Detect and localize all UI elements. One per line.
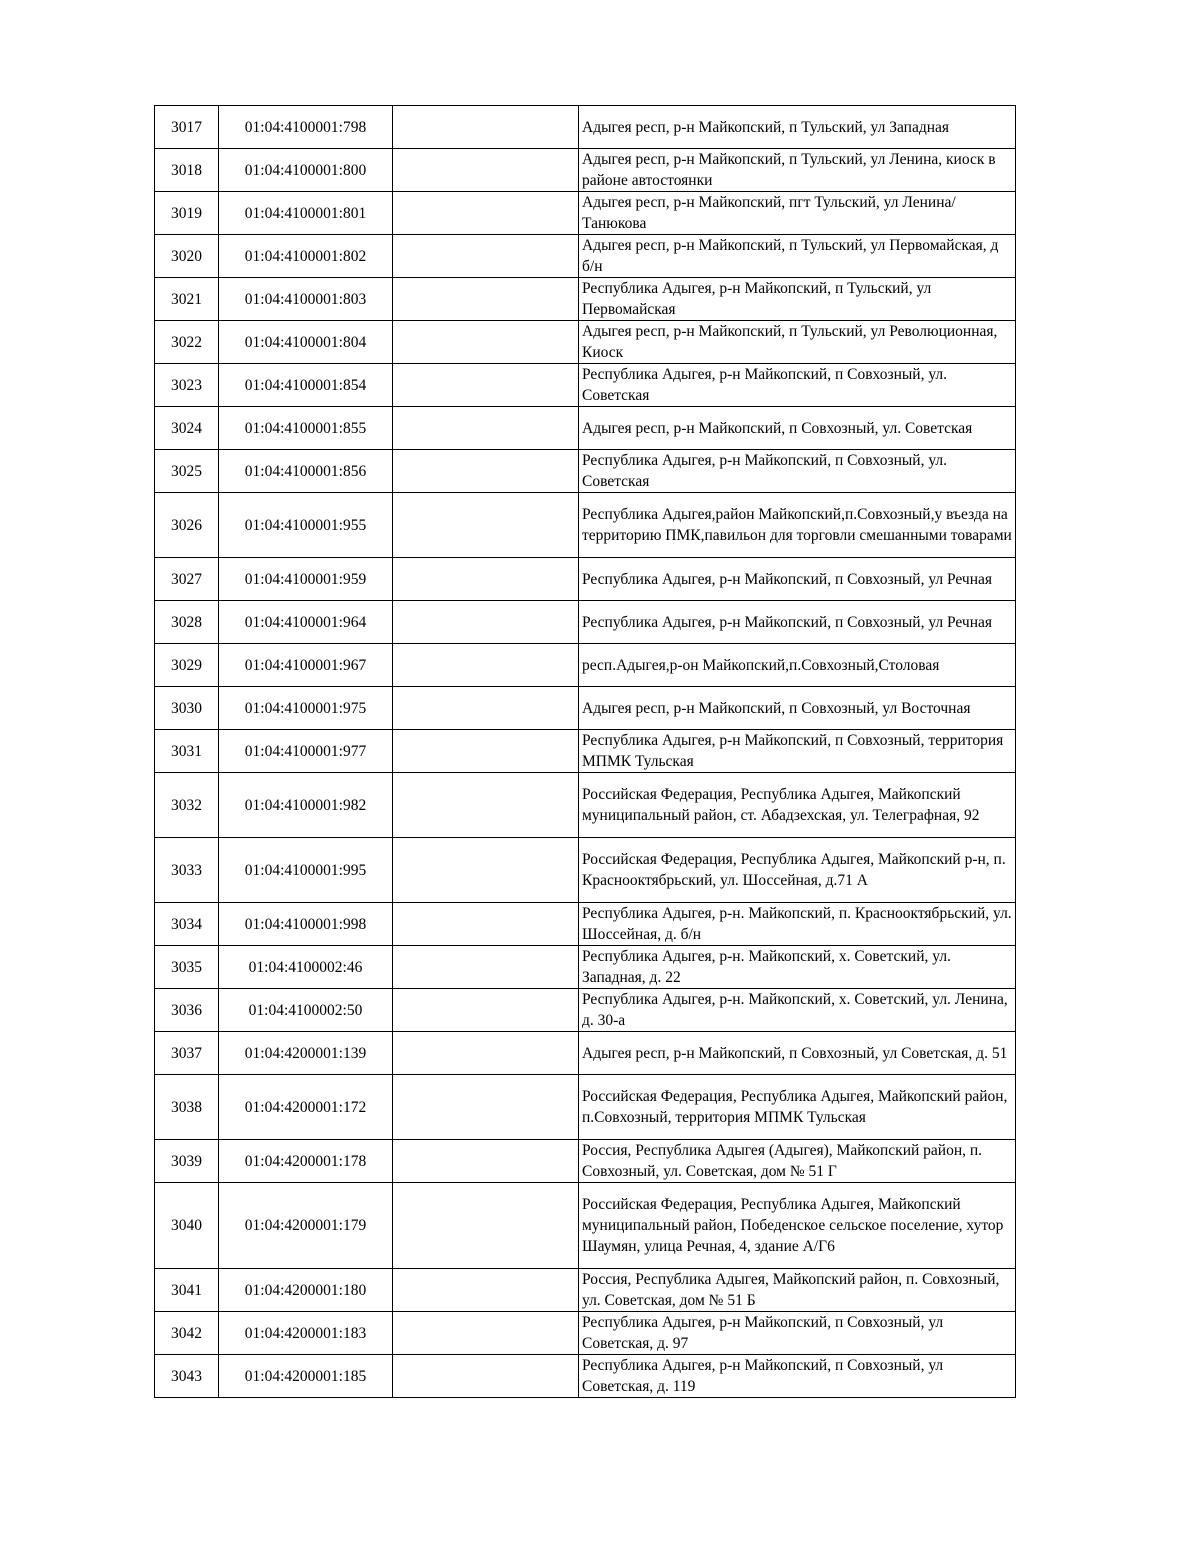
table-row bbox=[155, 1355, 1016, 1398]
table-row bbox=[155, 903, 1016, 946]
address-cell: Республика Адыгея, р-н. Майкопский, х. Советский, ул. Ленина, д. 30-а bbox=[579, 989, 1016, 1032]
table-row bbox=[155, 558, 1016, 601]
empty-cell bbox=[393, 407, 579, 450]
row-number-cell: 3027 bbox=[155, 558, 219, 601]
row-number-cell: 3029 bbox=[155, 644, 219, 687]
address-cell: Адыгея респ, р-н Майкопский, п Совхозный, ул. Советская bbox=[579, 407, 1016, 450]
cadastral-number-cell: 01:04:4200001:180 bbox=[219, 1269, 393, 1312]
cadastral-number-cell: 01:04:4100001:855 bbox=[219, 407, 393, 450]
table-row bbox=[155, 1140, 1016, 1183]
table-row bbox=[155, 773, 1016, 838]
empty-cell bbox=[393, 235, 579, 278]
cadastral-number-cell: 01:04:4100001:959 bbox=[219, 558, 393, 601]
empty-cell bbox=[393, 989, 579, 1032]
table-row bbox=[155, 687, 1016, 730]
row-number-cell: 3040 bbox=[155, 1183, 219, 1269]
empty-cell bbox=[393, 1355, 579, 1398]
cadastral-number-cell: 01:04:4100002:46 bbox=[219, 946, 393, 989]
empty-cell bbox=[393, 730, 579, 773]
cadastral-number-cell: 01:04:4100001:967 bbox=[219, 644, 393, 687]
row-number-cell: 3041 bbox=[155, 1269, 219, 1312]
address-cell: Российская Федерация, Республика Адыгея, Майкопский муниципальный район, ст. Абадзехская, ул. Телеграфная, 92 bbox=[579, 773, 1016, 838]
address-cell: Российская Федерация, Республика Адыгея, Майкопский район, п.Совхозный, территория МПМК Тульская bbox=[579, 1075, 1016, 1140]
address-cell: Республика Адыгея, р-н Майкопский, п Тульский, ул Первомайская bbox=[579, 278, 1016, 321]
empty-cell bbox=[393, 558, 579, 601]
row-number-cell: 3038 bbox=[155, 1075, 219, 1140]
cadastral-number-cell: 01:04:4100002:50 bbox=[219, 989, 393, 1032]
address-cell: Республика Адыгея, р-н Майкопский, п Совхозный, ул. Советская bbox=[579, 450, 1016, 493]
row-number-cell: 3033 bbox=[155, 838, 219, 903]
row-number-cell: 3037 bbox=[155, 1032, 219, 1075]
table-row bbox=[155, 278, 1016, 321]
row-number-cell: 3025 bbox=[155, 450, 219, 493]
registry-table bbox=[154, 105, 1016, 1398]
empty-cell bbox=[393, 321, 579, 364]
table-row bbox=[155, 838, 1016, 903]
row-number-cell: 3039 bbox=[155, 1140, 219, 1183]
table-row bbox=[155, 946, 1016, 989]
table-row bbox=[155, 493, 1016, 558]
address-cell: Республика Адыгея, р-н. Майкопский, п. Краснооктябрьский, ул. Шоссейная, д. б/н bbox=[579, 903, 1016, 946]
cadastral-number-cell: 01:04:4200001:185 bbox=[219, 1355, 393, 1398]
table-row bbox=[155, 1269, 1016, 1312]
row-number-cell: 3043 bbox=[155, 1355, 219, 1398]
address-cell: Российская Федерация, Республика Адыгея, Майкопский р-н, п. Краснооктябрьский, ул. Шоссейная, д.71 А bbox=[579, 838, 1016, 903]
row-number-cell: 3022 bbox=[155, 321, 219, 364]
row-number-cell: 3023 bbox=[155, 364, 219, 407]
empty-cell bbox=[393, 1140, 579, 1183]
cadastral-number-cell: 01:04:4100001:803 bbox=[219, 278, 393, 321]
cadastral-number-cell: 01:04:4100001:802 bbox=[219, 235, 393, 278]
address-cell: Адыгея респ, р-н Майкопский, п Тульский, ул Западная bbox=[579, 106, 1016, 149]
address-cell: Адыгея респ, р-н Майкопский, п Совхозный, ул Советская, д. 51 bbox=[579, 1032, 1016, 1075]
empty-cell bbox=[393, 1183, 579, 1269]
address-cell: Россия, Республика Адыгея (Адыгея), Майкопский район, п. Совхозный, ул. Советская, дом № 51 Г bbox=[579, 1140, 1016, 1183]
row-number-cell: 3017 bbox=[155, 106, 219, 149]
cadastral-number-cell: 01:04:4200001:172 bbox=[219, 1075, 393, 1140]
table-row bbox=[155, 601, 1016, 644]
cadastral-number-cell: 01:04:4100001:998 bbox=[219, 903, 393, 946]
row-number-cell: 3032 bbox=[155, 773, 219, 838]
table-row bbox=[155, 149, 1016, 192]
empty-cell bbox=[393, 773, 579, 838]
row-number-cell: 3028 bbox=[155, 601, 219, 644]
cadastral-number-cell: 01:04:4100001:800 bbox=[219, 149, 393, 192]
table-row bbox=[155, 321, 1016, 364]
row-number-cell: 3042 bbox=[155, 1312, 219, 1355]
address-cell: Республика Адыгея, р-н Майкопский, п Совхозный, территория МПМК Тульская bbox=[579, 730, 1016, 773]
empty-cell bbox=[393, 1032, 579, 1075]
empty-cell bbox=[393, 1269, 579, 1312]
row-number-cell: 3031 bbox=[155, 730, 219, 773]
cadastral-number-cell: 01:04:4100001:995 bbox=[219, 838, 393, 903]
cadastral-number-cell: 01:04:4100001:982 bbox=[219, 773, 393, 838]
table-row bbox=[155, 1075, 1016, 1140]
table-row bbox=[155, 1183, 1016, 1269]
row-number-cell: 3026 bbox=[155, 493, 219, 558]
cadastral-number-cell: 01:04:4100001:798 bbox=[219, 106, 393, 149]
address-cell: Адыгея респ, р-н Майкопский, пгт Тульский, ул Ленина/Танюкова bbox=[579, 192, 1016, 235]
address-cell: Республика Адыгея, р-н Майкопский, п Совхозный, ул Речная bbox=[579, 601, 1016, 644]
empty-cell bbox=[393, 946, 579, 989]
empty-cell bbox=[393, 1075, 579, 1140]
table-row bbox=[155, 1312, 1016, 1355]
row-number-cell: 3019 bbox=[155, 192, 219, 235]
empty-cell bbox=[393, 493, 579, 558]
cadastral-number-cell: 01:04:4100001:964 bbox=[219, 601, 393, 644]
empty-cell bbox=[393, 450, 579, 493]
table-row bbox=[155, 644, 1016, 687]
cadastral-number-cell: 01:04:4200001:179 bbox=[219, 1183, 393, 1269]
row-number-cell: 3021 bbox=[155, 278, 219, 321]
empty-cell bbox=[393, 644, 579, 687]
address-cell: Республика Адыгея, р-н Майкопский, п Совхозный, ул Советская, д. 97 bbox=[579, 1312, 1016, 1355]
table-row bbox=[155, 407, 1016, 450]
address-cell: Республика Адыгея,район Майкопский,п.Совхозный,у въезда на территорию ПМК,павильон для торговли смешанными товарами bbox=[579, 493, 1016, 558]
row-number-cell: 3034 bbox=[155, 903, 219, 946]
empty-cell bbox=[393, 903, 579, 946]
empty-cell bbox=[393, 1312, 579, 1355]
table-row bbox=[155, 730, 1016, 773]
table-row bbox=[155, 450, 1016, 493]
address-cell: Адыгея респ, р-н Майкопский, п Тульский, ул Революционная, Киоск bbox=[579, 321, 1016, 364]
cadastral-number-cell: 01:04:4100001:854 bbox=[219, 364, 393, 407]
address-cell: Российская Федерация, Республика Адыгея, Майкопский муниципальный район, Победенское сельское поселение, хутор Шаумян, улица Речная, 4, здание А/Г6 bbox=[579, 1183, 1016, 1269]
address-cell: Адыгея респ, р-н Майкопский, п Совхозный, ул Восточная bbox=[579, 687, 1016, 730]
cadastral-number-cell: 01:04:4200001:139 bbox=[219, 1032, 393, 1075]
row-number-cell: 3020 bbox=[155, 235, 219, 278]
address-cell: Республика Адыгея, р-н Майкопский, п Совхозный, ул Речная bbox=[579, 558, 1016, 601]
row-number-cell: 3024 bbox=[155, 407, 219, 450]
cadastral-number-cell: 01:04:4100001:955 bbox=[219, 493, 393, 558]
cadastral-number-cell: 01:04:4100001:804 bbox=[219, 321, 393, 364]
row-number-cell: 3036 bbox=[155, 989, 219, 1032]
address-cell: Адыгея респ, р-н Майкопский, п Тульский, ул Первомайская, д б/н bbox=[579, 235, 1016, 278]
table-row bbox=[155, 1032, 1016, 1075]
table-row bbox=[155, 989, 1016, 1032]
empty-cell bbox=[393, 364, 579, 407]
cadastral-number-cell: 01:04:4100001:801 bbox=[219, 192, 393, 235]
row-number-cell: 3018 bbox=[155, 149, 219, 192]
empty-cell bbox=[393, 687, 579, 730]
empty-cell bbox=[393, 278, 579, 321]
cadastral-number-cell: 01:04:4100001:975 bbox=[219, 687, 393, 730]
cadastral-number-cell: 01:04:4100001:856 bbox=[219, 450, 393, 493]
row-number-cell: 3030 bbox=[155, 687, 219, 730]
cadastral-number-cell: 01:04:4100001:977 bbox=[219, 730, 393, 773]
address-cell: Адыгея респ, р-н Майкопский, п Тульский, ул Ленина, киоск в районе автостоянки bbox=[579, 149, 1016, 192]
table-row bbox=[155, 364, 1016, 407]
address-cell: Республика Адыгея, р-н. Майкопский, х. Советский, ул. Западная, д. 22 bbox=[579, 946, 1016, 989]
table-row bbox=[155, 235, 1016, 278]
row-number-cell: 3035 bbox=[155, 946, 219, 989]
table-row bbox=[155, 192, 1016, 235]
empty-cell bbox=[393, 601, 579, 644]
empty-cell bbox=[393, 192, 579, 235]
address-cell: Россия, Республика Адыгея, Майкопский район, п. Совхозный, ул. Советская, дом № 51 Б bbox=[579, 1269, 1016, 1312]
cadastral-number-cell: 01:04:4200001:183 bbox=[219, 1312, 393, 1355]
registry-table-body bbox=[155, 106, 1016, 1398]
address-cell: Республика Адыгея, р-н Майкопский, п Совхозный, ул Советская, д. 119 bbox=[579, 1355, 1016, 1398]
empty-cell bbox=[393, 149, 579, 192]
address-cell: респ.Адыгея,р-он Майкопский,п.Совхозный,Столовая bbox=[579, 644, 1016, 687]
empty-cell bbox=[393, 838, 579, 903]
address-cell: Республика Адыгея, р-н Майкопский, п Совхозный, ул. Советская bbox=[579, 364, 1016, 407]
cadastral-number-cell: 01:04:4200001:178 bbox=[219, 1140, 393, 1183]
table-row bbox=[155, 106, 1016, 149]
empty-cell bbox=[393, 106, 579, 149]
